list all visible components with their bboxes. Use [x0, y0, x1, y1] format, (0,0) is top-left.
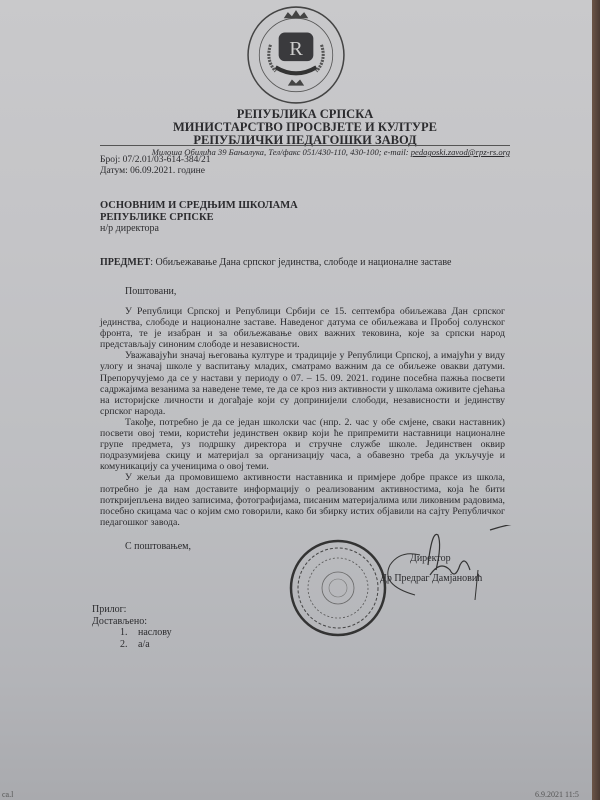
document-date: Датум: 06.09.2021. године [100, 166, 205, 176]
letter-body [100, 306, 505, 528]
paragraph: Такође, потребно је да се један школски час (нпр. 2. час у обе смјене, сваки наставник) посвети овој теми, користећи јединствен оквир који ће припремити наставници националне групе предмета, уз подршку директора и стручне службе школе. Јединствен оквир подразумијева скицу и материјал за организацију часа, а обавезно треба да укључује и комуникацију са ученицима о овој теми. [100, 416, 505, 473]
letterhead [100, 108, 510, 147]
subject-label: ПРЕДМЕТ [100, 257, 151, 268]
photo-overlay-left: ca.l [2, 790, 14, 799]
signature-icon [360, 525, 530, 605]
delivery-item: 2. а/а [130, 639, 172, 651]
letterhead-republic: РЕПУБЛИКА СРПСКА [236, 107, 374, 121]
greeting: Поштовани, [125, 286, 177, 297]
attachments-block [92, 604, 172, 650]
letterhead-ministry: МИНИСТАРСТВО ПРОСВЈЕТЕ И КУЛТУРЕ [173, 120, 437, 134]
paragraph: У Републици Српској и Републици Србији се 15. септембра обиљежава Дан српског јединства, слободе и националне заставе. Наведеног датума се обиљежава и Пробој солунског фронта, те је изабран и за обиљежавање ових важних тековина, које за српски народ представљају синоним слободе и независности. [100, 306, 505, 351]
subject-line [100, 257, 451, 268]
closing: С поштовањем, [125, 541, 191, 552]
delivered-label: Достављено: [92, 615, 147, 627]
svg-text:R: R [289, 38, 303, 60]
signatory-title: Директор [410, 553, 451, 564]
photo-timestamp: 6.9.2021 11:5 [535, 790, 579, 799]
letterhead-institute: РЕПУБЛИЧКИ ПЕДАГОШКИ ЗАВОД [193, 133, 417, 147]
delivery-item: 1. наслову [130, 627, 172, 639]
address-text: Милоша Обилића 39 Бањалука, Тел/факс 051/430-110, 430-100; e-mail: [151, 147, 411, 157]
table-edge [592, 0, 600, 800]
recipient-block [100, 200, 298, 235]
paragraph: Уважавајући значај његовања културе и традиције у Републици Српској, а имајући у виду улогу и значај школе у васпитању младих, сматрамо важним да се обиљеже овакви датуми. Препоручујемо да се у настави у периоду о 07. – 15. 09. 2021. године посебна пажња посвети садржајима везанима за наведене теме, те да се кроз низ активности у школама оживите сјећања на историјске личности и догађаје који су допринијели слободи, независности и јединству српског народа. [100, 350, 505, 417]
coat-of-arms-icon [245, 4, 347, 106]
paragraph: У жељи да промовишемо активности наставника и примјере добре праксе из школа, потребно је да нам доставите информацију о реализованим активностима, која ће бити поткријепљена видео записима, фотографијама, писаним материјалима или ликовним радовима, посебно скицама час о којим смо говорили, како би збирку истих објавили на сајту Републичког педагошког завода. [100, 472, 505, 528]
email-link[interactable]: pedagoski.zavod@rpz-rs.org [410, 147, 510, 157]
document-meta [100, 155, 210, 177]
recipient-line2: РЕПУБЛИКЕ СРПСКЕ [100, 211, 214, 223]
signatory-name: Др Предраг Дамјановић [380, 573, 483, 584]
recipient-line1: ОСНОВНИМ И СРЕДЊИМ ШКОЛАМА [100, 200, 298, 211]
document-number: Број: 07/2.01/03-614-384/21 [100, 155, 211, 165]
attachment-label: Прилог: [92, 604, 127, 615]
subject-text: : Обиљежавање Дана српског јединства, слободе и националне заставе [150, 257, 452, 268]
delivery-list [92, 627, 172, 650]
recipient-attention: н/р директора [100, 223, 159, 234]
